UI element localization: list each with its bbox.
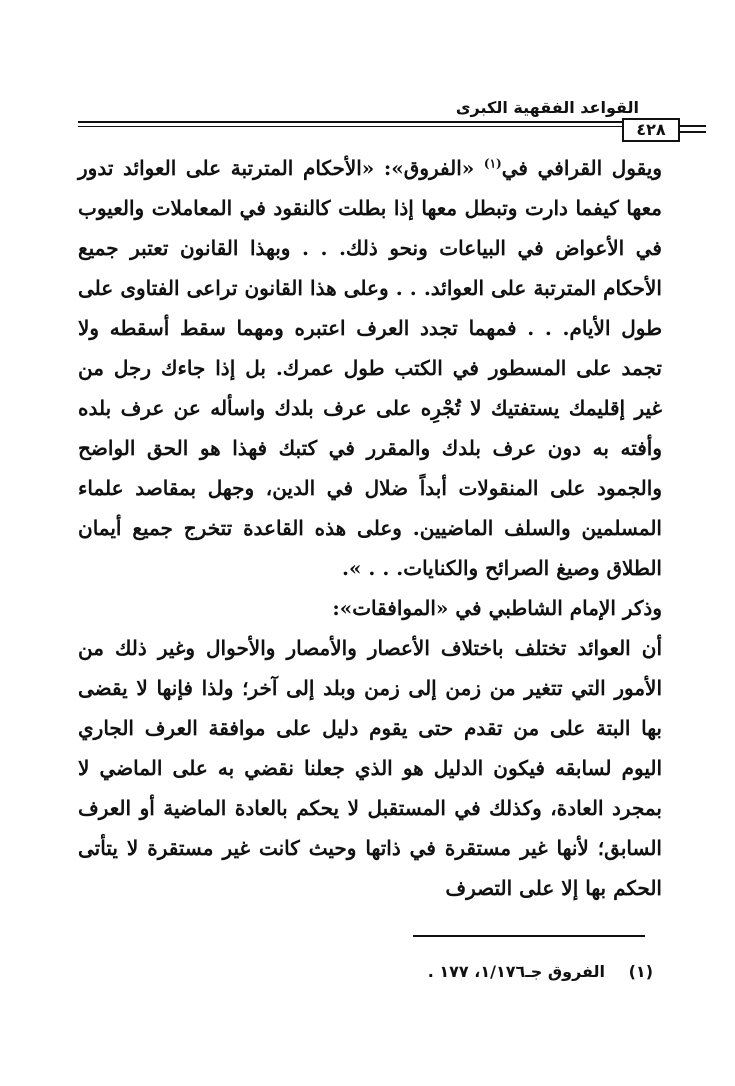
running-title: القواعد الفقهية الكبرى xyxy=(455,98,639,117)
paragraph-quote: «الفروق»: «الأحكام المترتبة على العوائد تدور معها كيفما دارت وتبطل معها إذا بطلت كالنقود في المعاملات والعيوب في الأعواض في البياعات ونحو ذلك. . . وبهذا القانون تعتبر جميع الأحكام المترتبة على العوائد. . . وعلى هذا القانون تراعى الفتاوى على طول الأيام. . . فمهما تجدد العرف اعتبره ومهما سقط أسقطه ولا تجمد على المسطور في الكتب طول عمرك. بل إذا جاءك رجل من غير إقليمك يستفتيك لا تُجْرِه على عرف بلدك واسأله عن عرف بلده وأفته به دون عرف بلدك والمقرر في كتبك فهذا هو الحق الواضح والجمود على المنقولات أبداً ضلال في الدين، وجهل بمقاصد علماء المسلمين والسلف الماضيين. وعلى هذه القاعدة تتخرج جميع أيمان الطلاق وصيغ الصرائح والكنايات. . . ». xyxy=(78,156,662,580)
page-number-rule-lower xyxy=(680,131,706,133)
footnote-rule xyxy=(413,935,645,937)
paragraph-shatibi-intro: وذكر الإمام الشاطبي في «الموافقات»: xyxy=(332,596,662,620)
paragraph-qarafi-quote xyxy=(78,148,662,588)
footnote-number: (١) xyxy=(628,962,653,981)
footnote-text: الفروق جـ١/١٧٦، ١٧٧ . xyxy=(427,962,606,981)
footnote xyxy=(428,962,653,981)
header-rule-thin xyxy=(78,126,662,127)
page-number-rule xyxy=(680,125,706,127)
paragraph-shatibi-text: أن العوائد تختلف باختلاف الأعصار والأمصار والأحوال وغير ذلك من الأمور التي تتغير من زمن إلى زمن وبلد إلى آخر؛ ولذا فإنها لا يقضى بها البتة على من تقدم حتى يقوم دليل على موافقة العرف الجاري اليوم لسابقه فيكون الدليل هو الذي جعلنا نقضي به على الماضي لا بمجرد العادة، وكذلك في المستقبل لا يحكم بالعادة الماضية أو العرف السابق؛ لأنها غير مستقرة في ذاتها وحيث كانت غير مستقرة لا يتأتى الحكم بها إلا على التصرف xyxy=(78,636,662,900)
header-rule xyxy=(78,121,662,123)
paragraph-lead: ويقول القرافي في xyxy=(501,156,663,180)
page-number: ٤٢٨ xyxy=(622,118,680,142)
main-text xyxy=(78,148,662,908)
footnote-ref: (١) xyxy=(483,156,502,171)
